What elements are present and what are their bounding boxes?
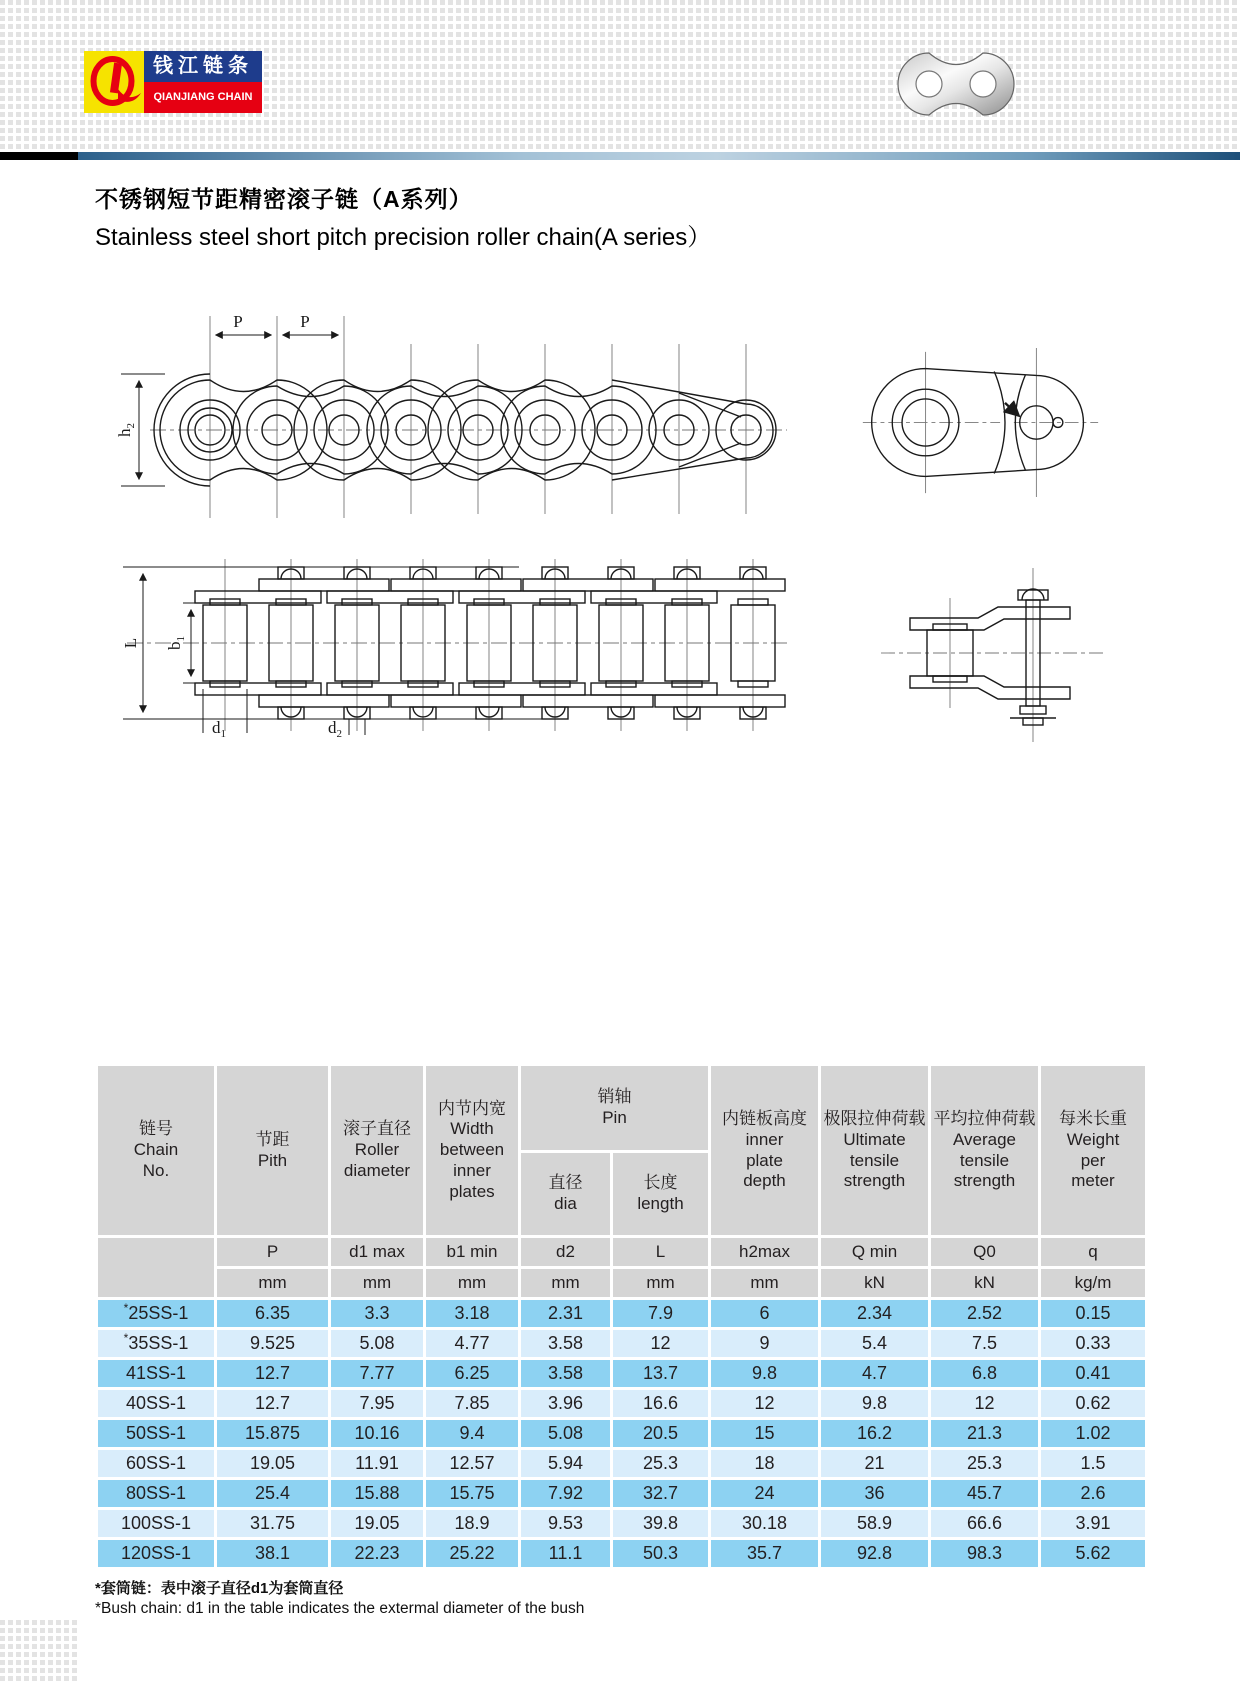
value-cell: 5.4: [821, 1330, 928, 1357]
value-cell: 6.35: [217, 1300, 328, 1327]
value-cell: 9.525: [217, 1330, 328, 1357]
value-cell: 12: [711, 1390, 818, 1417]
unit-cell: mm: [711, 1269, 818, 1297]
value-cell: 24: [711, 1480, 818, 1507]
unit-cell: kN: [821, 1269, 928, 1297]
chain-no-cell: 100SS-1: [98, 1510, 214, 1537]
value-cell: 7.9: [613, 1300, 708, 1327]
table-row: [98, 1540, 1145, 1567]
spec-table-body: [98, 1300, 1145, 1567]
value-cell: 6.8: [931, 1360, 1038, 1387]
unit-row: [98, 1269, 1145, 1297]
footnote-en: *Bush chain: d1 in the table indicates the extermal diameter of the bush: [95, 1600, 585, 1617]
value-cell: 4.77: [426, 1330, 518, 1357]
value-cell: 25.3: [613, 1450, 708, 1477]
separator-bar-black: [0, 152, 78, 160]
table-row: [98, 1480, 1145, 1507]
separator-bar-blue: [78, 152, 1240, 160]
value-cell: 6.25: [426, 1360, 518, 1387]
symbol-cell: P: [217, 1238, 328, 1266]
dim-label-d1: $d_1$: [212, 718, 226, 738]
value-cell: 30.18: [711, 1510, 818, 1537]
value-cell: 2.6: [1041, 1480, 1145, 1507]
value-cell: 25.4: [217, 1480, 328, 1507]
value-cell: 3.91: [1041, 1510, 1145, 1537]
unit-cell: mm: [613, 1269, 708, 1297]
value-cell: 45.7: [931, 1480, 1038, 1507]
col-header-pin-group: 销轴 Pin: [521, 1066, 708, 1150]
value-cell: 35.7: [711, 1540, 818, 1567]
dim-label-L: L: [121, 637, 140, 649]
chain-side-view-drawing: [95, 290, 795, 525]
value-cell: 21.3: [931, 1420, 1038, 1447]
value-cell: 12.57: [426, 1450, 518, 1477]
spec-table: [95, 1063, 1148, 1570]
table-row: [98, 1360, 1145, 1387]
col-header-inner-plate-depth: 内链板高度 inner plate depth: [711, 1066, 818, 1235]
value-cell: 2.34: [821, 1300, 928, 1327]
corner-pattern: [0, 1620, 80, 1683]
value-cell: 12.7: [217, 1360, 328, 1387]
symbol-row: [98, 1238, 1145, 1266]
header-band: [0, 0, 1240, 152]
value-cell: 7.5: [931, 1330, 1038, 1357]
bush-chain-star: *: [123, 1301, 129, 1315]
value-cell: 9.8: [711, 1360, 818, 1387]
value-cell: 3.3: [331, 1300, 423, 1327]
value-cell: 11.91: [331, 1450, 423, 1477]
table-row: [98, 1300, 1145, 1327]
value-cell: 22.23: [331, 1540, 423, 1567]
logo-text: [144, 51, 262, 113]
unit-cell: mm: [521, 1269, 610, 1297]
value-cell: 92.8: [821, 1540, 928, 1567]
logo: [84, 51, 262, 113]
value-cell: 1.02: [1041, 1420, 1145, 1447]
chain-no-cell: 60SS-1: [98, 1450, 214, 1477]
value-cell: 0.33: [1041, 1330, 1145, 1357]
footnote-cn: *套筒链：表中滚子直径d1为套筒直径: [95, 1580, 344, 1597]
value-cell: 98.3: [931, 1540, 1038, 1567]
value-cell: 50.3: [613, 1540, 708, 1567]
symbol-cell: d2: [521, 1238, 610, 1266]
separator-bar: [0, 152, 1240, 160]
value-cell: 5.94: [521, 1450, 610, 1477]
value-cell: 3.96: [521, 1390, 610, 1417]
unit-cell: kg/m: [1041, 1269, 1145, 1297]
value-cell: 3.58: [521, 1330, 610, 1357]
chain-no-cell: *35SS-1: [98, 1330, 214, 1357]
value-cell: 15.875: [217, 1420, 328, 1447]
col-header-inner-width: 内节内宽 Width between inner plates: [426, 1066, 518, 1235]
dim-label-h2: $h_2$: [115, 423, 137, 437]
value-cell: 25.22: [426, 1540, 518, 1567]
value-cell: 12: [931, 1390, 1038, 1417]
page-title-en: Stainless steel short pitch precision roller chain(A series）: [95, 224, 712, 251]
table-row: [98, 1330, 1145, 1357]
spec-table-section: [95, 1063, 1148, 1570]
connecting-link-plan-view-drawing: [865, 548, 1120, 753]
value-cell: 7.85: [426, 1390, 518, 1417]
chain-no-cell: 40SS-1: [98, 1390, 214, 1417]
value-cell: 5.08: [521, 1420, 610, 1447]
col-header-pin-length: 长度 length: [613, 1153, 708, 1235]
col-header-chain-no: 链号 Chain No.: [98, 1066, 214, 1235]
table-row: [98, 1390, 1145, 1417]
unit-cell: mm: [426, 1269, 518, 1297]
logo-monogram-icon: [84, 51, 144, 113]
col-header-pitch: 节距 Pith: [217, 1066, 328, 1235]
value-cell: 15.88: [331, 1480, 423, 1507]
value-cell: 11.1: [521, 1540, 610, 1567]
symbol-cell: q: [1041, 1238, 1145, 1266]
value-cell: 18.9: [426, 1510, 518, 1537]
value-cell: 2.52: [931, 1300, 1038, 1327]
symbol-cell: b1 min: [426, 1238, 518, 1266]
value-cell: 0.41: [1041, 1360, 1145, 1387]
value-cell: 13.7: [613, 1360, 708, 1387]
dim-label-d2: $d_2$: [328, 718, 342, 738]
value-cell: 3.18: [426, 1300, 518, 1327]
page-title-cn: 不锈钢短节距精密滚子链（A系列）: [95, 186, 473, 212]
value-cell: 39.8: [613, 1510, 708, 1537]
symbol-cell: h2max: [711, 1238, 818, 1266]
value-cell: 66.6: [931, 1510, 1038, 1537]
value-cell: 18: [711, 1450, 818, 1477]
value-cell: 12: [613, 1330, 708, 1357]
value-cell: 10.16: [331, 1420, 423, 1447]
value-cell: 5.08: [331, 1330, 423, 1357]
col-header-roller-diameter: 滚子直径 Roller diameter: [331, 1066, 423, 1235]
chain-no-cell: *25SS-1: [98, 1300, 214, 1327]
value-cell: 36: [821, 1480, 928, 1507]
value-cell: 9.53: [521, 1510, 610, 1537]
symbol-cell: Q min: [821, 1238, 928, 1266]
col-header-average-strength: 平均拉伸荷载 Average tensile strength: [931, 1066, 1038, 1235]
value-cell: 31.75: [217, 1510, 328, 1537]
value-cell: 19.05: [331, 1510, 423, 1537]
value-cell: 20.5: [613, 1420, 708, 1447]
value-cell: 19.05: [217, 1450, 328, 1477]
symbol-cell: L: [613, 1238, 708, 1266]
value-cell: 3.58: [521, 1360, 610, 1387]
brand-name-cn: 钱江链条: [144, 51, 262, 82]
table-row: [98, 1420, 1145, 1447]
col-header-pin-dia: 直径 dia: [521, 1153, 610, 1235]
value-cell: 25.3: [931, 1450, 1038, 1477]
bush-chain-star: *: [123, 1331, 129, 1345]
symbol-row-blank: [98, 1238, 214, 1297]
unit-cell: kN: [931, 1269, 1038, 1297]
value-cell: 15.75: [426, 1480, 518, 1507]
symbol-cell: d1 max: [331, 1238, 423, 1266]
value-cell: 32.7: [613, 1480, 708, 1507]
value-cell: 21: [821, 1450, 928, 1477]
dim-label-pitch-1: P: [233, 312, 243, 331]
chain-plate-image: [893, 48, 1019, 120]
value-cell: 16.6: [613, 1390, 708, 1417]
symbol-cell: Q0: [931, 1238, 1038, 1266]
chain-no-cell: 120SS-1: [98, 1540, 214, 1567]
brand-name-en: QIANJIANG CHAIN: [144, 82, 262, 113]
col-header-ultimate-strength: 极限拉伸荷载 Ultimate tensile strength: [821, 1066, 928, 1235]
value-cell: 38.1: [217, 1540, 328, 1567]
value-cell: 6: [711, 1300, 818, 1327]
value-cell: 1.5: [1041, 1450, 1145, 1477]
value-cell: 7.92: [521, 1480, 610, 1507]
value-cell: 9.4: [426, 1420, 518, 1447]
table-row: [98, 1450, 1145, 1477]
value-cell: 9.8: [821, 1390, 928, 1417]
value-cell: 7.77: [331, 1360, 423, 1387]
dim-label-b1: $b_1$: [165, 636, 187, 650]
value-cell: 4.7: [821, 1360, 928, 1387]
value-cell: 12.7: [217, 1390, 328, 1417]
unit-cell: mm: [331, 1269, 423, 1297]
dim-label-pitch-2: P: [300, 312, 310, 331]
value-cell: 15: [711, 1420, 818, 1447]
chain-no-cell: 80SS-1: [98, 1480, 214, 1507]
connecting-link-side-view-drawing: [855, 342, 1105, 504]
table-row: [98, 1510, 1145, 1537]
value-cell: 0.15: [1041, 1300, 1145, 1327]
value-cell: 58.9: [821, 1510, 928, 1537]
value-cell: 9: [711, 1330, 818, 1357]
value-cell: 5.62: [1041, 1540, 1145, 1567]
unit-cell: mm: [217, 1269, 328, 1297]
value-cell: 2.31: [521, 1300, 610, 1327]
value-cell: 7.95: [331, 1390, 423, 1417]
value-cell: 16.2: [821, 1420, 928, 1447]
chain-no-cell: 50SS-1: [98, 1420, 214, 1447]
col-header-weight: 每米长重 Weight per meter: [1041, 1066, 1145, 1235]
chain-plan-view-drawing: [95, 533, 795, 738]
chain-no-cell: 41SS-1: [98, 1360, 214, 1387]
value-cell: 0.62: [1041, 1390, 1145, 1417]
